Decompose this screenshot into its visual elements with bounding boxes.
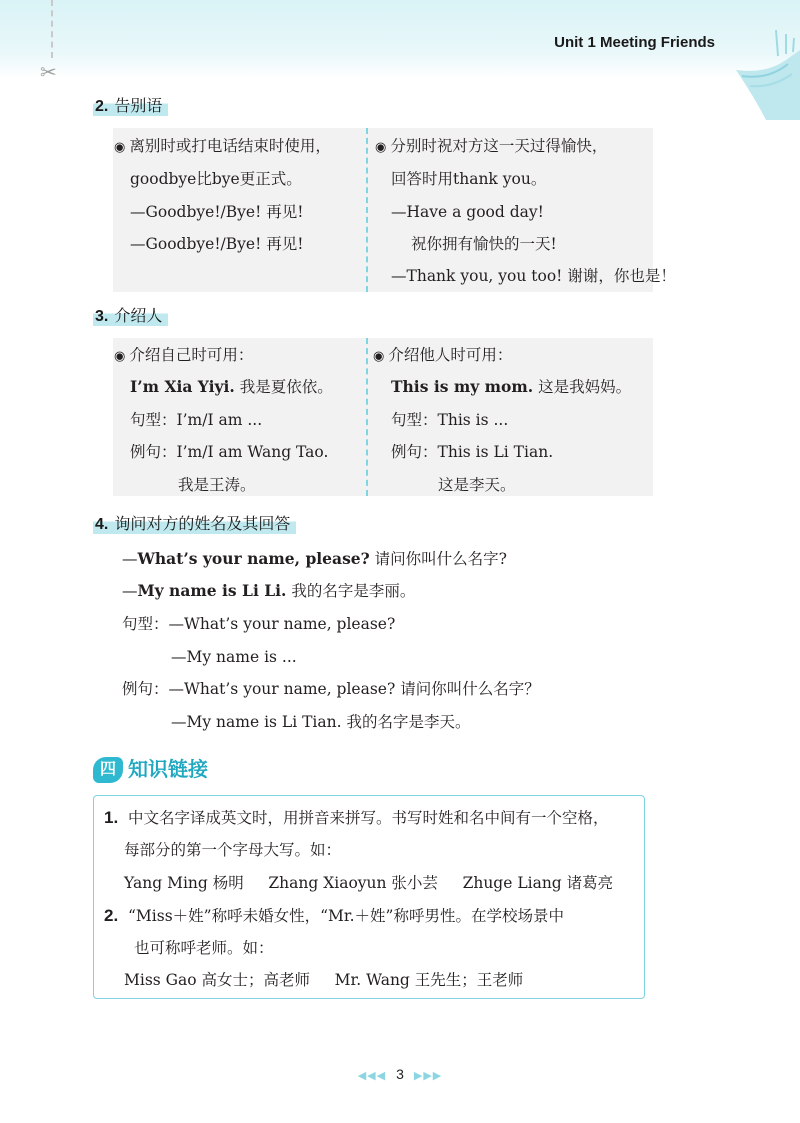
- column-divider: [366, 128, 368, 292]
- introduce-sentence: 例句：I’m/I am Wang Tao.: [130, 443, 329, 461]
- section-heading-ask-name: [93, 511, 296, 534]
- farewell-left-line: goodbye比bye更正式。: [130, 170, 302, 188]
- section-badge: 四: [93, 757, 123, 783]
- section-title: 告别语: [114, 98, 163, 115]
- section-title: 询问对方的姓名及其回答: [114, 516, 291, 533]
- introduce-translation: 我是王涛。: [178, 476, 256, 494]
- bullet-icon: ◉: [114, 349, 126, 364]
- introduce-example: I’m Xia Yiyi. 我是夏依依。: [130, 377, 333, 396]
- link-item-1-text: 每部分的第一个字母大写。如：: [124, 841, 342, 859]
- section-number: 2.: [95, 98, 109, 115]
- section-number: 4.: [95, 516, 109, 533]
- link-item-2-examples: Miss Gao 高女士；高老师 Mr. Wang 王先生；王老师: [124, 971, 524, 989]
- ask-name-pattern: —My name is ...: [171, 648, 297, 666]
- farewell-example: —Goodbye!/Bye! 再见!: [130, 203, 304, 221]
- introduce-example: This is my mom. 这是我妈妈。: [391, 377, 632, 396]
- right-arrows-icon: ▶▶▶: [413, 1070, 443, 1082]
- pavilion-roof-icon: [736, 30, 800, 120]
- link-item-2-text: “Miss＋姓”称呼未婚女性，“Mr.＋姓”称呼男性。在学校场景中: [128, 907, 564, 925]
- section-heading-introduce: [93, 303, 168, 326]
- left-arrows-icon: ◀◀◀: [357, 1070, 387, 1082]
- farewell-left-line: ◉ 离别时或打电话结束时使用，: [114, 137, 331, 155]
- introduce-right-line: ◉ 介绍他人时可用：: [373, 346, 513, 364]
- unit-title: Unit 1 Meeting Friends: [554, 34, 715, 51]
- section-title: 介绍人: [114, 308, 163, 325]
- scissors-icon: ✂: [40, 60, 57, 84]
- column-divider: [366, 338, 368, 496]
- introduce-left-line: ◉ 介绍自己时可用：: [114, 346, 254, 364]
- bullet-icon: ◉: [373, 349, 385, 364]
- page-number: 3: [396, 1066, 404, 1082]
- farewell-example: —Thank you, you too! 谢谢，你也是！: [391, 267, 676, 285]
- ask-name-answer: —My name is Li Li. 我的名字是李丽。: [122, 581, 416, 600]
- introduce-pattern: 句型：This is ...: [391, 411, 509, 429]
- cut-line: [51, 0, 53, 58]
- introduce-translation: 这是李天。: [438, 476, 516, 494]
- farewell-right-line: ◉ 分别时祝对方这一天过得愉快，: [375, 137, 608, 155]
- farewell-example: —Have a good day!: [391, 203, 544, 221]
- knowledge-link-title: 知识链接: [128, 759, 208, 781]
- bullet-icon: ◉: [375, 140, 387, 155]
- page-footer: [0, 1066, 800, 1084]
- ask-name-sentence: —My name is Li Tian. 我的名字是李天。: [171, 713, 471, 731]
- link-item-1-examples: Yang Ming 杨明 Zhang Xiaoyun 张小芸 Zhuge Liang 诸葛亮: [124, 874, 614, 892]
- farewell-translation: 祝你拥有愉快的一天!: [411, 235, 557, 253]
- introduce-sentence: 例句：This is Li Tian.: [391, 443, 554, 461]
- link-item-2-text: 也可称呼老师。如：: [134, 939, 274, 957]
- item-number: 2.: [104, 906, 119, 925]
- farewell-right-line: 回答时用thank you。: [391, 170, 547, 188]
- ask-name-sentence: 例句：—What’s your name, please? 请问你叫什么名字？: [122, 680, 540, 698]
- ask-name-question: —What’s your name, please? 请问你叫什么名字?: [122, 549, 507, 568]
- section-number: 3.: [95, 308, 109, 325]
- ask-name-pattern: 句型：—What’s your name, please?: [122, 615, 396, 633]
- introduce-pattern: 句型：I’m/I am ...: [130, 411, 263, 429]
- link-item-1-text: 中文名字译成英文时，用拼音来拼写。书写时姓和名中间有一个空格，: [128, 809, 609, 827]
- item-number: 1.: [104, 808, 119, 827]
- bullet-icon: ◉: [114, 140, 126, 155]
- section-heading-farewell: [93, 93, 168, 116]
- farewell-example: —Goodbye!/Bye! 再见!: [130, 235, 304, 253]
